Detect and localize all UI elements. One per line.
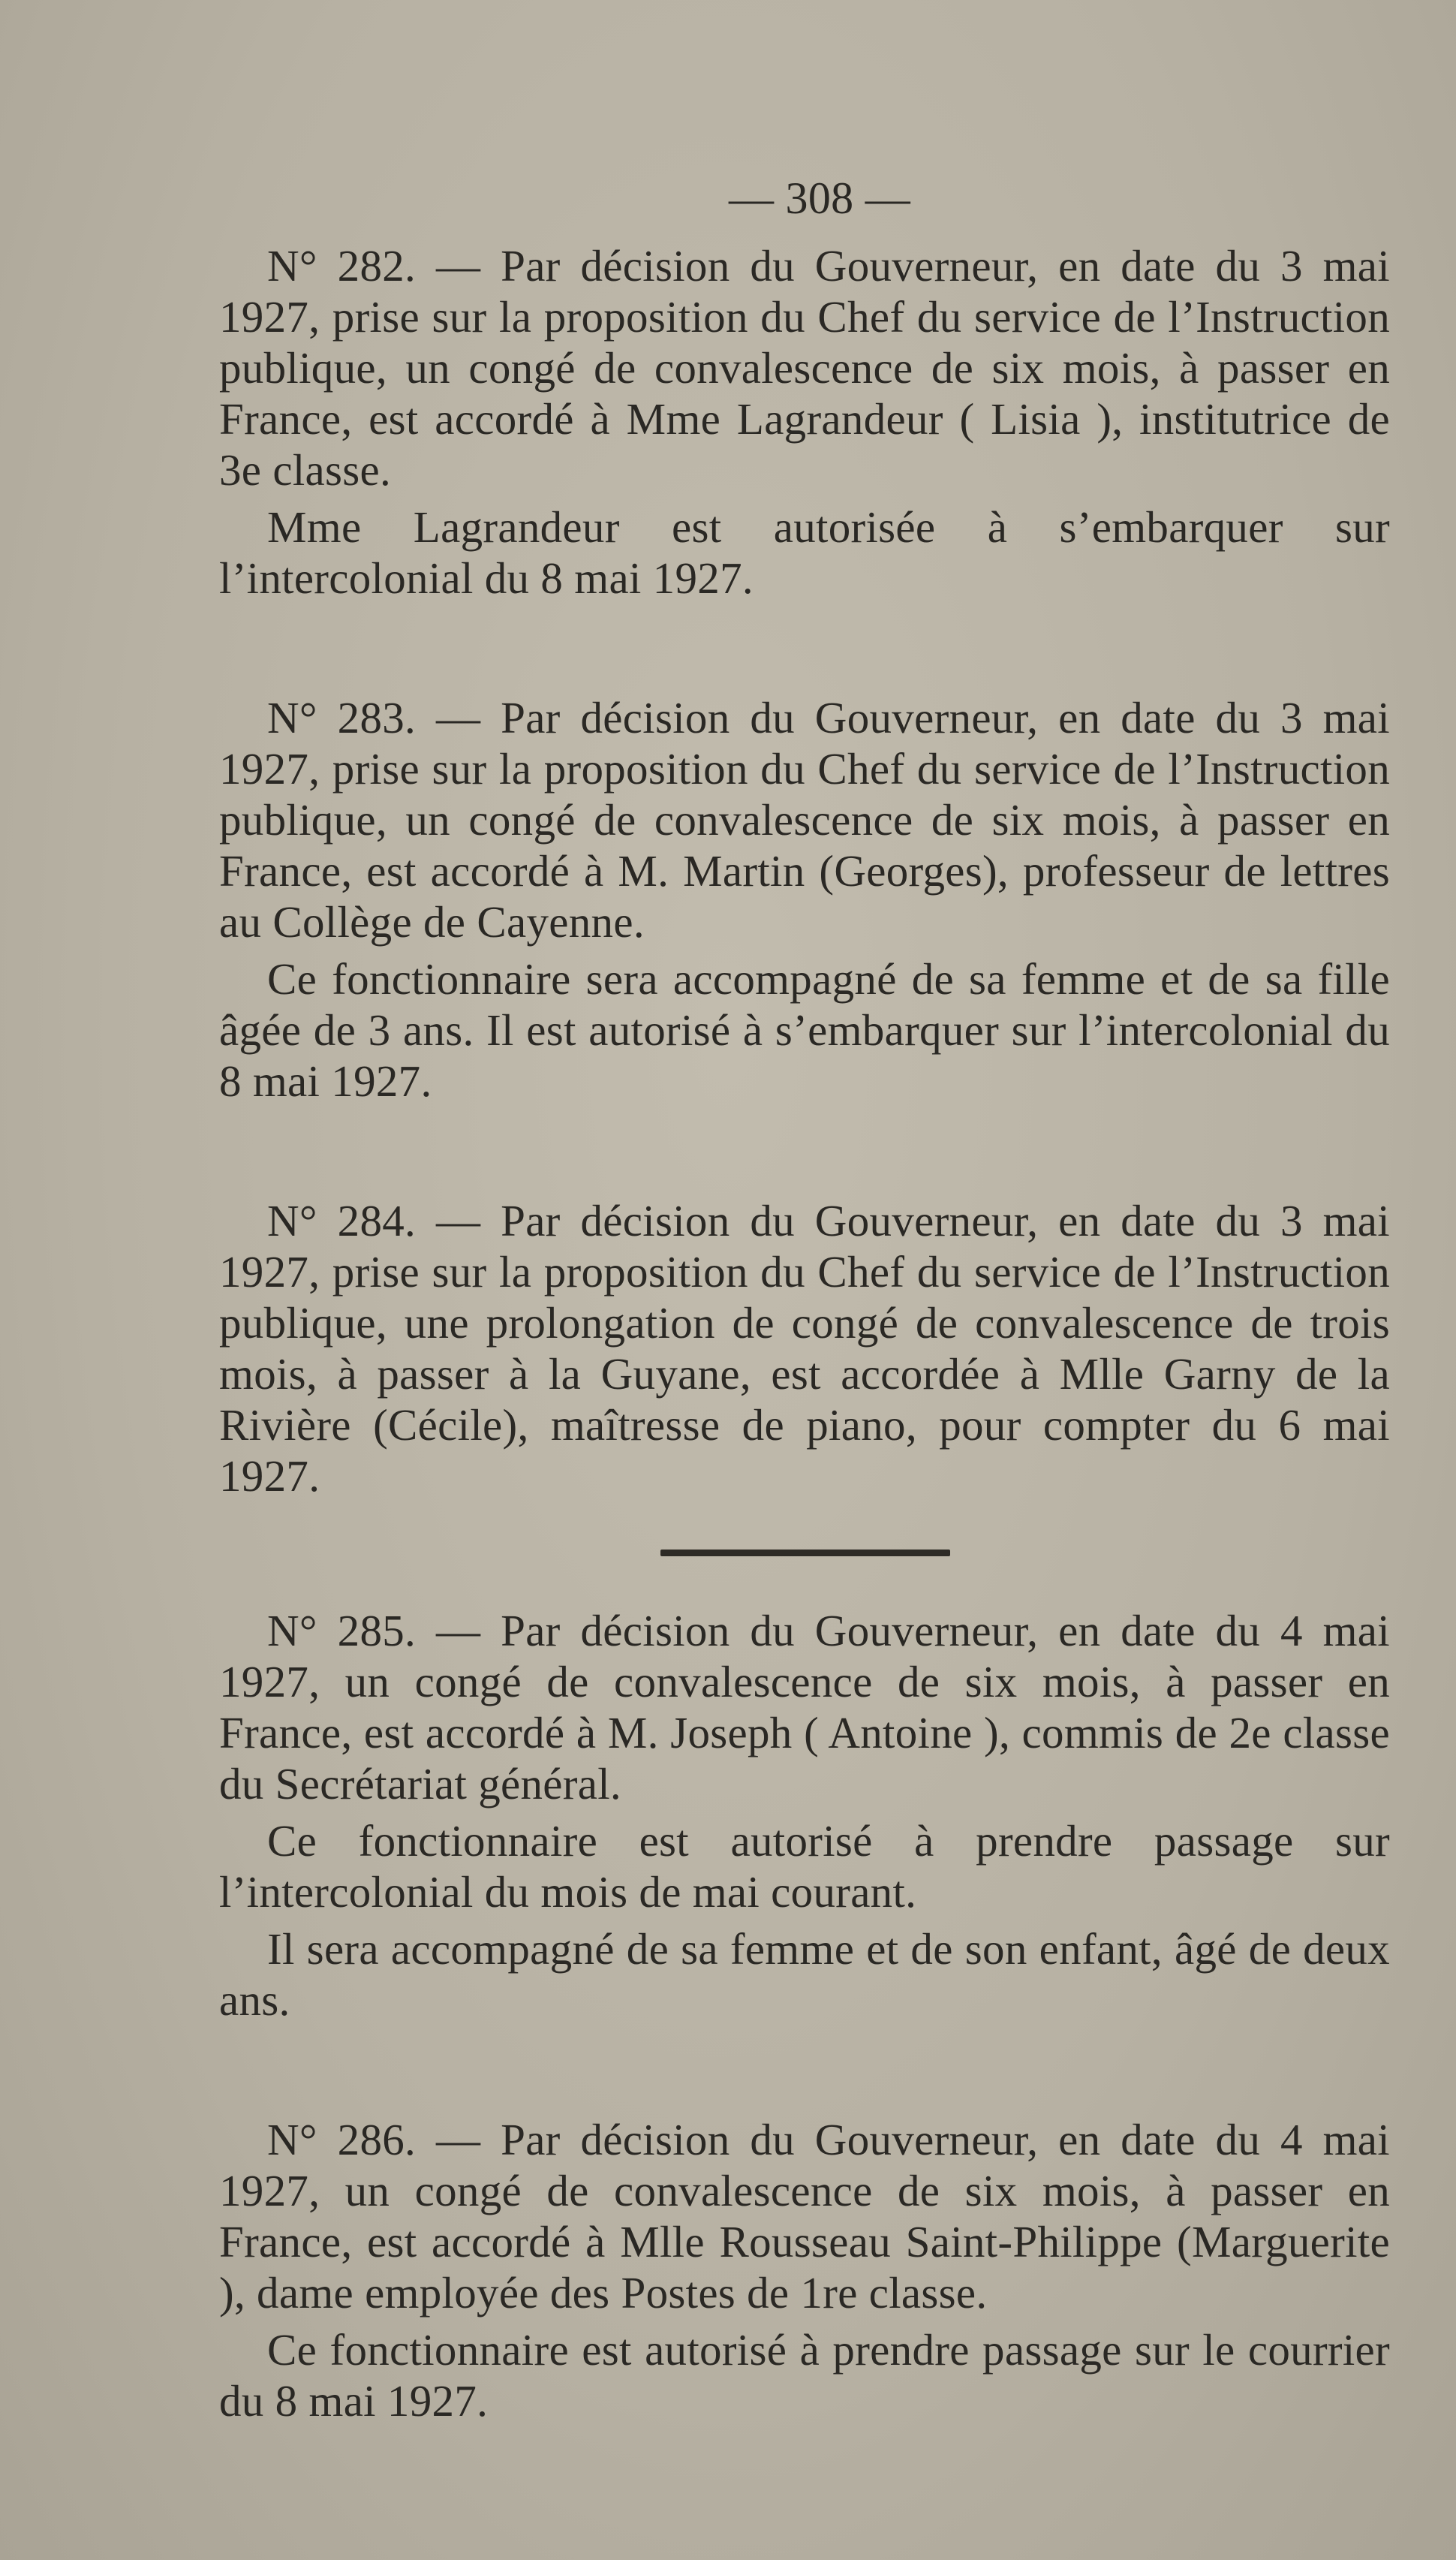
- decision-entry-285: [219, 1605, 1390, 2025]
- entry-paragraph: N° 284. — Par décision du Gouverneur, en date du 3 mai 1927, prise sur la proposition du Chef du service de l’Instruction publique, une prolongation de congé de convalescence de trois mois, à passer à la Guyane, est accordée à Mlle Garny de la Rivière (Cécile), maîtresse de piano, pour compter du 6 mai 1927.: [219, 1196, 1390, 1501]
- entry-paragraph: Mme Lagrandeur est autorisée à s’embarquer sur l’intercolonial du 8 mai 1927.: [219, 502, 1390, 603]
- entry-paragraph: Ce fonctionnaire est autorisé à prendre passage sur l’intercolonial du mois de mai courant.: [219, 1816, 1390, 1917]
- document-page: [219, 173, 1390, 2426]
- decision-entry-283: [219, 692, 1390, 1107]
- entry-paragraph: Il sera accompagné de sa femme et de son enfant, âgé de deux ans.: [219, 1924, 1390, 2025]
- entry-paragraph: N° 285. — Par décision du Gouverneur, en date du 4 mai 1927, un congé de convalescence de six mois, à passer en France, est accordé à M. Joseph ( Antoine ), commis de 2e classe du Secrétariat général.: [219, 1606, 1390, 1809]
- page-number: — 308 —: [728, 173, 911, 223]
- entry-paragraph: N° 286. — Par décision du Gouverneur, en date du 4 mai 1927, un congé de convalescence de six mois, à passer en France, est accordé à Mlle Rousseau Saint-Philippe (Marguerite ), dame employée des Postes de 1re classe.: [219, 2115, 1390, 2318]
- entry-paragraph: Ce fonctionnaire sera accompagné de sa femme et de sa fille âgée de 3 ans. Il est autorisé à s’embarquer sur l’intercolonial du 8 mai 1927.: [219, 954, 1390, 1106]
- entry-paragraph: N° 282. — Par décision du Gouverneur, en date du 3 mai 1927, prise sur la proposition du Chef du service de l’Instruction publique, un congé de convalescence de six mois, à passer en France, est accordé à Mme Lagrandeur ( Lisia ), institutrice de 3e classe.: [219, 241, 1390, 495]
- section-divider: [219, 1501, 1390, 1605]
- decision-entry-286: [219, 2114, 1390, 2426]
- divider-rule: [660, 1550, 950, 1556]
- decision-entry-284: [219, 1195, 1390, 1501]
- entry-paragraph: Ce fonctionnaire est autorisé à prendre passage sur le courrier du 8 mai 1927.: [219, 2325, 1390, 2426]
- entry-paragraph: N° 283. — Par décision du Gouverneur, en date du 3 mai 1927, prise sur la proposition du Chef du service de l’Instruction publique, un congé de convalescence de six mois, à passer en France, est accordé à M. Martin (Georges), professeur de lettres au Collège de Cayenne.: [219, 693, 1390, 947]
- decision-entry-282: [219, 240, 1390, 604]
